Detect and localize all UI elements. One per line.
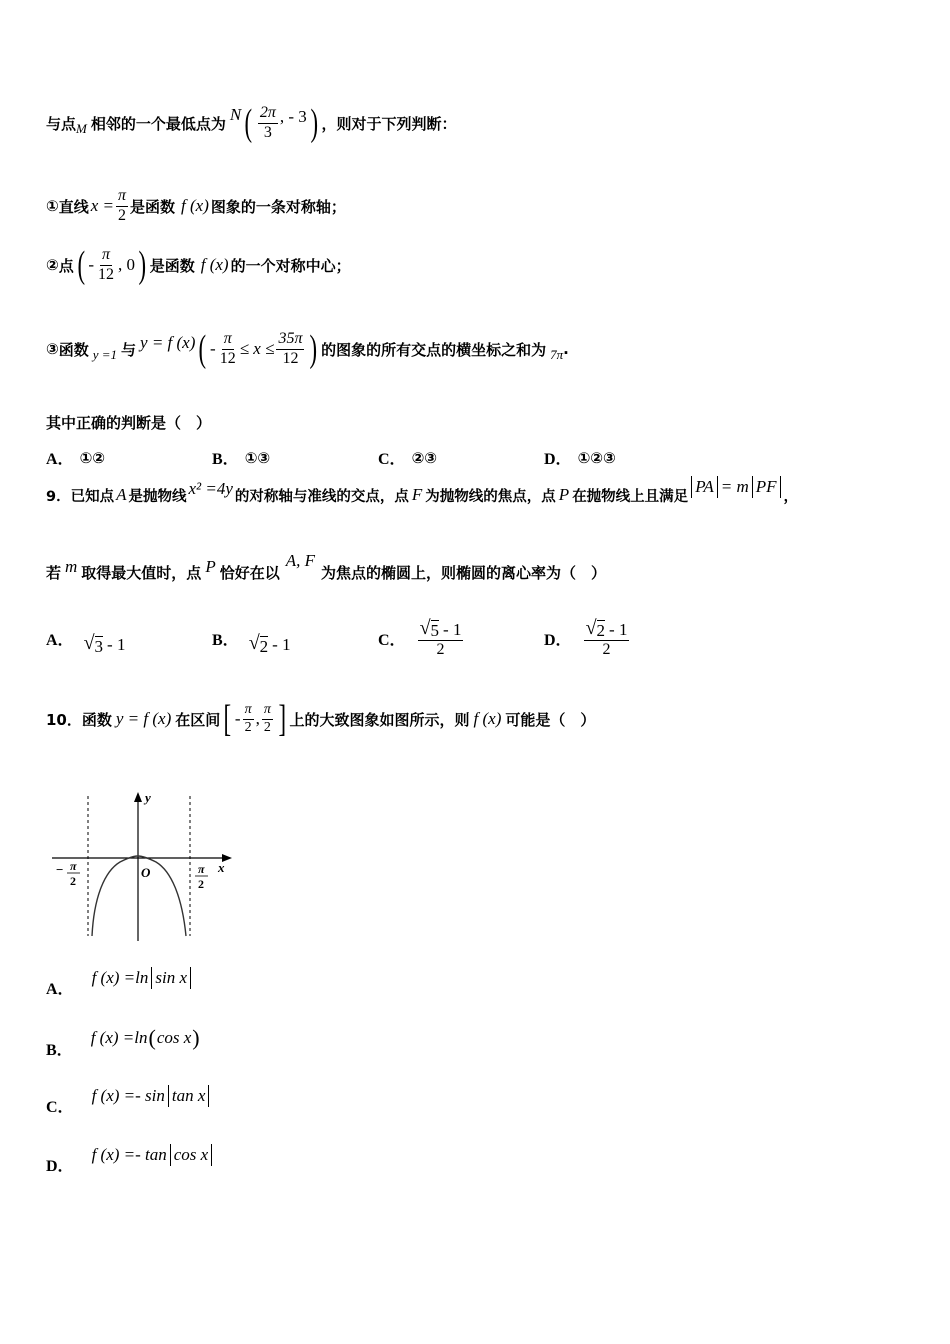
function-fx: f (x) [473, 709, 502, 728]
statement-2-t1: 点 [58, 256, 74, 275]
option-label: A． [46, 981, 74, 998]
frac-denominator: 2 [436, 641, 445, 658]
ratio-expression [688, 476, 783, 498]
option-label: D． [544, 451, 572, 468]
remainder: - 1 [609, 620, 628, 640]
q8-option-d[interactable] [544, 446, 616, 469]
negative-sign: - [234, 709, 241, 728]
q9-option-c[interactable] [378, 618, 544, 659]
option-label: B． [46, 1041, 73, 1059]
point-a: A [116, 485, 127, 504]
close-paren: ) [310, 102, 318, 144]
statement-1 [46, 188, 346, 225]
point-n: N [229, 105, 242, 124]
fraction-sqrt2-minus-1-over-2 [584, 618, 630, 659]
coord-rest: , 0 [118, 255, 136, 274]
option-label: C． [46, 1099, 74, 1116]
option-inner: cos x [156, 1028, 192, 1047]
option-label: C． [378, 631, 406, 649]
option-label: D． [544, 631, 572, 649]
frac-denominator: 2 [118, 206, 126, 224]
fraction-pi-12 [218, 331, 238, 368]
left-tick-denominator: 2 [70, 874, 76, 888]
remainder: - 1 [272, 634, 291, 654]
radical-icon: √ [83, 631, 95, 654]
segment-pa: PA [695, 477, 714, 496]
option-lhs: f (x) =ln [91, 967, 149, 987]
y-axis-label: y [145, 790, 151, 805]
option-label: A． [46, 631, 74, 649]
q9-end: ， [783, 488, 799, 505]
option-inner: tan x [171, 1085, 206, 1105]
q9-t1: 已知点 [70, 488, 115, 505]
radical-icon: √ [585, 617, 597, 639]
option-inner: cos x [173, 1144, 209, 1164]
q8-intro-pre: 与点 [46, 114, 77, 133]
option-text: ②③ [411, 448, 437, 467]
open-paren: ( [244, 102, 253, 144]
statement-2-t2: 是函数 [149, 256, 195, 275]
q10-t3: 上的大致图象如图所示，则 [289, 710, 470, 729]
radicand: 2 [259, 636, 269, 656]
abs-bar [170, 1144, 171, 1166]
fraction-2pi-3 [258, 105, 278, 142]
frac-denominator: 12 [282, 349, 299, 367]
sqrt-expression [420, 618, 462, 639]
q9-l2-t1: 若 [46, 564, 62, 582]
frac-numerator: π [262, 703, 273, 720]
statement-3-t1: 函数 [58, 340, 89, 359]
option-label: B． [212, 631, 239, 649]
close-paren: ) [309, 328, 318, 370]
question-number: 10． [46, 710, 82, 729]
statement-1-eq: x = [90, 196, 114, 216]
q9-line-1 [46, 477, 799, 506]
abs-bar [168, 1085, 169, 1107]
q10-option-a[interactable] [46, 966, 194, 998]
q10-option-b[interactable] [46, 1025, 201, 1059]
open-bracket: [ [223, 698, 232, 740]
fraction-sqrt5-minus-1-over-2 [418, 618, 464, 659]
q9-option-d[interactable] [544, 618, 631, 659]
q10-t4: 可能是（ ） [505, 710, 596, 729]
abs-bar [752, 476, 753, 498]
fraction-pi-2 [116, 188, 128, 225]
fraction-pi-12 [96, 247, 116, 284]
q10-option-d[interactable] [46, 1143, 215, 1175]
point-p: P [205, 556, 216, 576]
sqrt-expression [84, 632, 126, 655]
q9-l2-t4: 为焦点的椭圆上，则椭圆的离心率为（ ） [321, 564, 607, 582]
frac-numerator: 35π [276, 331, 304, 350]
statement-1-t2: 是函数 [130, 197, 176, 216]
q8-option-b[interactable] [212, 446, 378, 469]
frac-denominator: 3 [263, 123, 272, 141]
q8-intro-mid: 相邻的一个最低点为 [90, 114, 226, 133]
statement-1-t3: 图象的一条对称轴； [210, 197, 346, 216]
frac-numerator: π [222, 331, 234, 350]
y-equals-fx: y = f (x) [115, 709, 172, 728]
abs-bar [211, 1144, 212, 1166]
function-graph [50, 786, 240, 946]
q8-ask-text: 其中正确的判断是（ ） [46, 414, 212, 432]
statement-3-t2: 与 [121, 340, 137, 359]
remainder: - 1 [107, 634, 126, 654]
segment-pf: PF [755, 477, 777, 496]
option-label: B． [212, 451, 239, 468]
function-fx: f (x) [200, 255, 229, 274]
statement-3-t3: 的图象的所有交点的横坐标之和为 [321, 340, 547, 359]
option-text: ①②③ [577, 448, 616, 467]
right-tick-denominator: 2 [198, 877, 204, 891]
left-sign: − [56, 862, 64, 877]
right-tick-numerator: π [198, 862, 205, 876]
frac-numerator: 2π [258, 105, 278, 124]
q9-options [46, 618, 631, 659]
open-paren: ( [148, 1025, 156, 1050]
close-paren: ) [192, 1025, 200, 1050]
abs-bar [780, 476, 781, 498]
q9-t5: 在抛物线上且满足 [572, 488, 689, 505]
q9-t2: 是抛物线 [128, 488, 187, 505]
radical-icon: √ [248, 631, 260, 654]
abs-bar [190, 967, 191, 989]
q9-line-2 [46, 550, 607, 583]
comma: , [255, 709, 260, 728]
radicand: 2 [596, 621, 606, 640]
q8-option-c[interactable] [378, 446, 544, 469]
statement-1-t1: 直线 [58, 197, 89, 216]
points-a-f: A, F [285, 550, 315, 570]
origin-label: O [141, 865, 151, 880]
option-inner: sin x [155, 967, 187, 987]
q8-intro-line [46, 104, 456, 142]
negative-sign: - [88, 255, 95, 274]
frac-denominator: 12 [219, 349, 236, 367]
sum-7pi: 7π [550, 347, 564, 362]
q9-l2-t2: 取得最大值时，点 [81, 564, 202, 582]
y-equals-fx: y = f (x) [140, 333, 196, 352]
abs-bar [717, 476, 718, 498]
q9-option-b[interactable] [212, 622, 378, 655]
frac-denominator: 2 [263, 719, 271, 735]
radicand: 3 [94, 636, 104, 656]
statement-3 [46, 330, 569, 368]
q10-t1: 函数 [81, 710, 112, 729]
radicand: 5 [430, 621, 440, 640]
statement-3-mark: ③ [46, 340, 59, 358]
q8-options [46, 446, 616, 469]
q9-l2-t3: 恰好在以 [219, 564, 280, 582]
point-m: M [76, 121, 87, 136]
question-number: 9． [46, 488, 71, 505]
fraction-35pi-12 [276, 331, 304, 368]
negative-sign: - [210, 339, 216, 358]
open-paren: ( [77, 244, 85, 286]
point-p: P [558, 485, 570, 504]
curve [92, 856, 186, 936]
q9-option-a[interactable] [46, 622, 212, 655]
abs-bar [691, 476, 692, 498]
statement-2-mark: ② [46, 256, 59, 274]
y-equals-1: y =1 [92, 347, 118, 362]
x-axis-label: x [218, 860, 225, 875]
abs-bar [208, 1085, 209, 1107]
sqrt-expression [586, 618, 628, 639]
abs-bar [151, 967, 152, 989]
fraction-pi-2 [243, 703, 254, 735]
inequality: ≤ x ≤ [239, 339, 275, 358]
open-paren: ( [198, 328, 207, 370]
parabola-equation: x² =4y [188, 479, 233, 498]
frac-numerator: π [116, 188, 128, 207]
function-fx: f (x) [181, 196, 209, 216]
option-lhs: f (x) =ln [90, 1028, 148, 1047]
q10-option-c[interactable] [46, 1084, 212, 1116]
frac-numerator [584, 618, 630, 641]
y-axis-arrow-icon [134, 792, 142, 802]
option-text: ①② [79, 448, 105, 467]
remainder: - 1 [443, 620, 462, 640]
q10-t2: 在区间 [175, 710, 221, 729]
option-label: C． [378, 451, 406, 468]
q9-t3: 的对称轴与准线的交点，点 [234, 488, 409, 505]
statement-3-end: . [563, 340, 569, 358]
option-lhs: f (x) =- tan [91, 1144, 167, 1164]
frac-numerator: π [243, 703, 254, 720]
statement-2 [46, 246, 351, 284]
option-label: A． [46, 451, 74, 468]
frac-numerator [418, 618, 464, 641]
option-lhs: f (x) =- sin [91, 1085, 165, 1105]
statement-2-t3: 的一个对称中心； [230, 256, 351, 275]
option-label: D． [46, 1158, 74, 1175]
sqrt-expression [249, 632, 291, 655]
point-f: F [411, 485, 423, 504]
frac-numerator: π [100, 247, 112, 266]
q8-intro-post: ，则对于下列判断： [321, 114, 457, 133]
q10-line-1 [46, 700, 595, 738]
frac-denominator: 2 [244, 719, 252, 735]
coord-rest: , - 3 [279, 107, 307, 126]
left-tick-numerator: π [70, 859, 77, 873]
option-text: ①③ [244, 448, 271, 467]
equals-m: = m [720, 477, 749, 496]
frac-denominator: 2 [602, 641, 611, 658]
fraction-pi-2 [262, 703, 273, 735]
q9-t4: 为抛物线的焦点，点 [425, 488, 556, 505]
q8-option-a[interactable] [46, 446, 212, 469]
close-paren: ) [138, 244, 147, 286]
q8-ask [46, 412, 211, 433]
frac-denominator: 12 [98, 265, 115, 283]
close-bracket: ] [278, 698, 286, 740]
statement-1-mark: ① [46, 197, 59, 216]
radical-icon: √ [419, 617, 431, 639]
variable-m: m [65, 556, 78, 576]
